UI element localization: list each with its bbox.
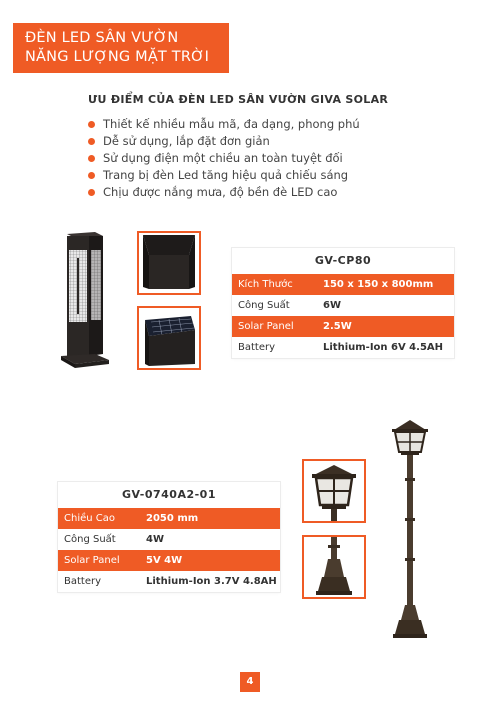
spec-value: 6W bbox=[323, 300, 341, 311]
spec-row bbox=[58, 529, 280, 550]
advantage-item: Thiết kế nhiều mẫu mã, đa dạng, phong phú bbox=[88, 116, 360, 133]
bullet-icon bbox=[88, 189, 95, 196]
advantage-item: Sử dụng điện một chiều an toàn tuyệt đối bbox=[88, 150, 360, 167]
spec-value: 2050 mm bbox=[146, 513, 199, 524]
title-line-1: ĐÈN LED SÂN VƯỜN bbox=[25, 30, 179, 46]
bollard-lamp-image bbox=[55, 230, 115, 370]
model-name: GV-CP80 bbox=[314, 254, 372, 267]
spec-row bbox=[232, 274, 454, 295]
spec-value: Lithium-Ion 3.7V 4.8AH bbox=[146, 576, 277, 587]
spec-table-gv-cp80 bbox=[232, 248, 454, 358]
bullet-icon bbox=[88, 155, 95, 162]
advantages-heading: ƯU ĐIỂM CỦA ĐÈN LED SÂN VƯỜN GIVA SOLAR bbox=[88, 93, 389, 106]
lamp-head-closeup-image bbox=[302, 459, 366, 523]
spec-value: Lithium-Ion 6V 4.5AH bbox=[323, 342, 444, 353]
street-lamp-image bbox=[384, 418, 436, 640]
spec-label: Battery bbox=[238, 342, 276, 353]
spec-row bbox=[58, 550, 280, 571]
advantages-list bbox=[88, 116, 360, 201]
spec-row bbox=[232, 316, 454, 337]
bullet-icon bbox=[88, 138, 95, 145]
spec-label: Công Suất bbox=[238, 300, 290, 311]
spec-value: 2.5W bbox=[323, 321, 352, 332]
page-number: 4 bbox=[240, 672, 260, 692]
title-line-2: NĂNG LƯỢNG MẶT TRỜI bbox=[25, 49, 210, 65]
advantage-item: Chịu được nắng mưa, độ bền đè LED cao bbox=[88, 184, 360, 201]
advantage-item: Trang bị đèn Led tăng hiệu quả chiếu sáng bbox=[88, 167, 360, 184]
spec-row bbox=[58, 571, 280, 592]
advantage-item: Dễ sử dụng, lắp đặt đơn giản bbox=[88, 133, 360, 150]
lamp-base-closeup-image bbox=[302, 535, 366, 599]
spec-value: 5V 4W bbox=[146, 555, 183, 566]
bullet-icon bbox=[88, 121, 95, 128]
title-banner bbox=[13, 23, 229, 73]
spec-label: Solar Panel bbox=[238, 321, 294, 332]
solar-panel-closeup-image bbox=[137, 306, 201, 370]
spec-label: Kích Thước bbox=[238, 279, 293, 290]
spec-value: 4W bbox=[146, 534, 164, 545]
spec-label: Battery bbox=[64, 576, 102, 587]
spec-label: Solar Panel bbox=[64, 555, 120, 566]
spec-row bbox=[232, 295, 454, 316]
bollard-top-view-image bbox=[137, 231, 201, 295]
spec-row bbox=[58, 508, 280, 529]
spec-label: Công Suất bbox=[64, 534, 116, 545]
model-name: GV-0740A2-01 bbox=[122, 488, 216, 501]
spec-row bbox=[232, 337, 454, 358]
spec-table-gv-0740a2-01 bbox=[58, 482, 280, 592]
spec-label: Chiều Cao bbox=[64, 513, 115, 524]
bullet-icon bbox=[88, 172, 95, 179]
spec-value: 150 x 150 x 800mm bbox=[323, 279, 434, 290]
